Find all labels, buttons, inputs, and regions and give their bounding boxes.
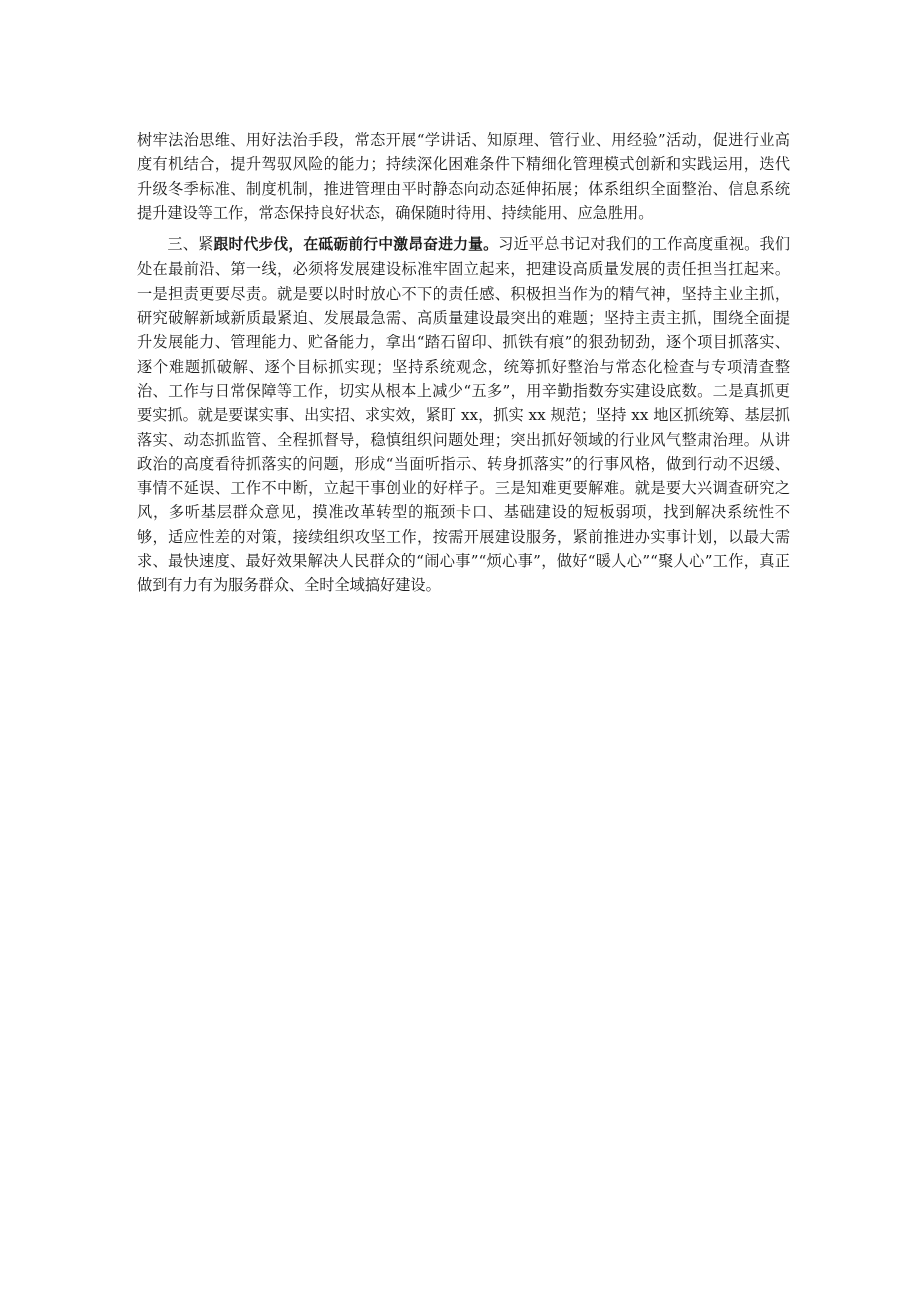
section-three-heading: 跟时代步伐，在砥砺前行中激昂奋进力量。 xyxy=(213,236,499,254)
document-body xyxy=(137,128,790,598)
section-three-body: 习近平总书记对我们的工作高度重视。我们处在最前沿、第一线，必须将发展建设标准牢固立起来，把建设高质量发展的责任担当扛起来。一是担责更要尽责。就是要以时时放心不下的责任感、积极担当作为的精气神，坚持主业主抓，研究破解新域新质最紧迫、发展最急需、高质量建设最突出的难题；坚持主责主抓，围绕全面提升发展能力、管理能力、贮备能力，拿出“踏石留印、抓铁有痕”的狠劲韧劲，逐个项目抓落实、逐个难题抓破解、逐个目标抓实现；坚持系统观念，统筹抓好整治与常态化检查与专项清查整治、工作与日常保障等工作，切实从根本上减少“五多”，用辛勤指数夯实建设底数。二是真抓更要实抓。就是要谋实事、出实招、求实效，紧盯 xx，抓实 xx 规范；坚持 xx 地区抓统筹、基层抓落实、动态抓监管、全程抓督导，稳慎组织问题处理；突出抓好领域的行业风气整肃治理。从讲政治的高度看待抓落实的问题，形成“当面听指示、转身抓落实”的行事风格，做到行动不迟缓、事情不延误、工作不中断，立起干事创业的好样子。三是知难更要解难。就是要大兴调查研究之风，多听基层群众意见，摸准改革转型的瓶颈卡口、基础建设的短板弱项，找到解决系统性不够，适应性差的对策，接续组织攻坚工作，按需开展建设服务，紧前推进办实事计划，以最大需求、最快速度、最好效果解决人民群众的“闹心事”“烦心事”，做好“暖人心”“聚人心”工作，真正做到有力有为服务群众、全时全域搞好建设。 xyxy=(137,235,791,595)
paragraph-rule-of-law: 树牢法治思维、用好法治手段，常态开展“学讲话、知原理、管行业、用经验”活动，促进行业高度有机结合，提升驾驭风险的能力；持续深化困难条件下精细化管理模式创新和实践运用，迭代升级冬季标准、制度机制，推进管理由平时静态向动态延伸拓展；体系组织全面整治、信息系统提升建设等工作，常态保持良好状态，确保随时待用、持续能用、应急胜用。 xyxy=(137,131,790,222)
paragraph-section-three xyxy=(137,232,790,597)
section-three-number: 三、紧 xyxy=(167,235,214,254)
